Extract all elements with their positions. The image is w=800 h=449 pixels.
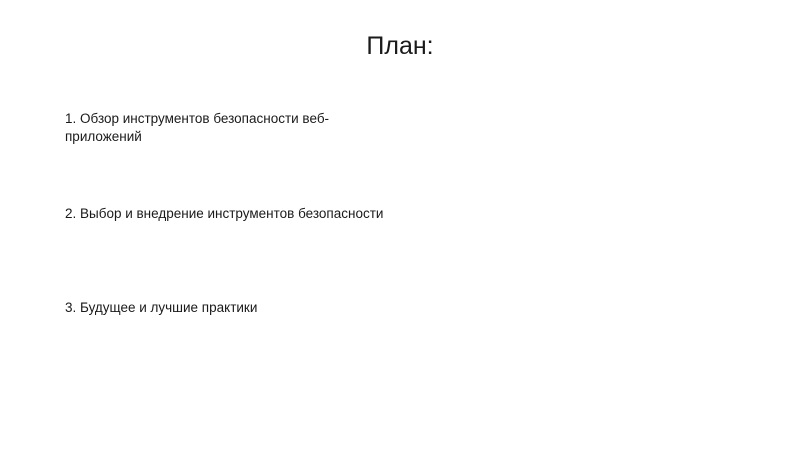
slide-title: План: bbox=[366, 32, 434, 60]
agenda-item-1: 1. Обзор инструментов безопасности веб-приложений bbox=[65, 111, 330, 144]
agenda-item-3: 3. Будущее и лучшие практики bbox=[65, 300, 258, 315]
agenda-item-2: 2. Выбор и внедрение инструментов безопасности bbox=[65, 206, 384, 221]
